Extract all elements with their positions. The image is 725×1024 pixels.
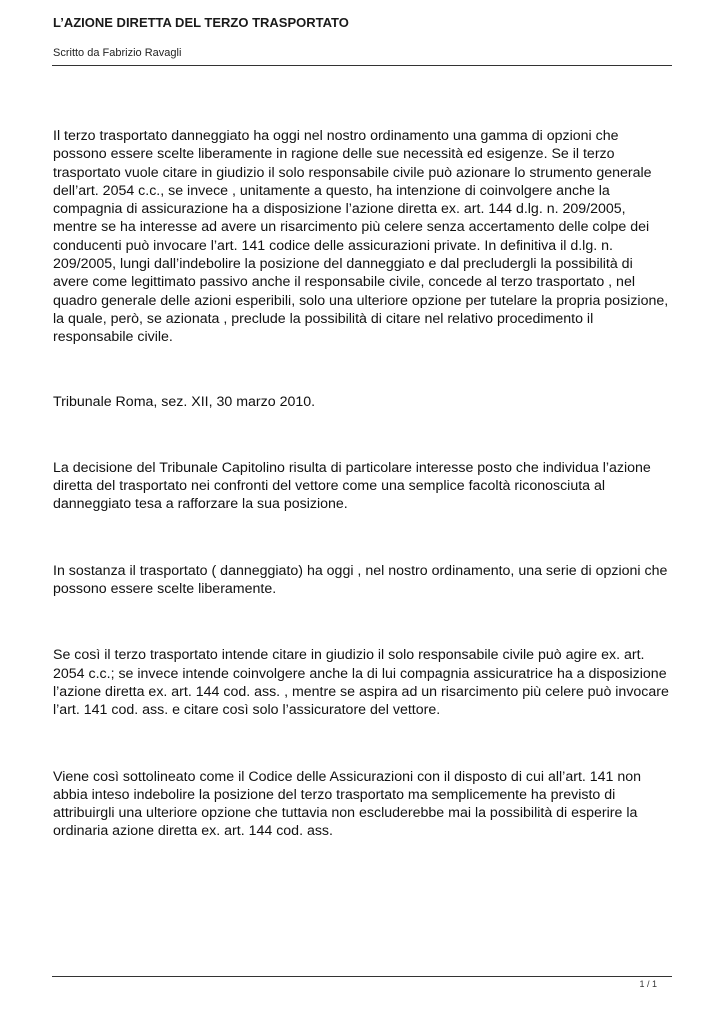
page-number: 1 / 1 xyxy=(639,979,657,989)
body-paragraph-1: Il terzo trasportato danneggiato ha oggi nel nostro ordinamento una gamma di opzioni che possono essere scelte liberamente in ragione delle sue necessità ed esigenze. Se il terzo trasportato vuole citare in giudizio il solo responsabile civile può azionare lo strumento generale dell’art. 2054 c.c., se invece , unitamente a questo, ha intenzione di coinvolgere anche la compagnia di assicurazione ha a disposizione l’azione diretta ex. art. 144 d.lg. n. 209/2005, mentre se ha interesse ad avere un risarcimento più celere senza accertamento delle colpe dei conducenti può invocare l’art. 141 codice delle assicurazioni private. In definitiva il d.lg. n. 209/2005, lungi dall’indebolire la posizione del danneggiato e dal precludergli la possibilità di avere come legittimato passivo anche il responsabile civile, concede al terzo trasportato , nel quadro generale delle azioni esperibili, solo una ulteriore opzione per tutelare la propria posizione, la quale, però, se azionata , preclude la possibilità di citare nel relativo procedimento il responsabile civile. xyxy=(53,128,669,346)
body-paragraph-4: In sostanza il trasportato ( danneggiato) ha oggi , nel nostro ordinamento, una serie di opzioni che possono essere scelte liberamente. xyxy=(53,562,668,598)
document-body xyxy=(53,127,671,841)
body-paragraph-5: Se così il terzo trasportato intende citare in giudizio il solo responsabile civile può agire ex. art. 2054 c.c.; se invece intende coinvolgere anche la di lui compagnia assicuratrice ha a disposizione l’azione diretta ex. art. 144 cod. ass. , mentre se aspira ad un risarcimento più celere può invocare l’art. 141 cod. ass. e citare così solo l’assicuratore del vettore. xyxy=(53,647,669,719)
document-author: Scritto da Fabrizio Ravagli xyxy=(53,47,182,59)
header-divider xyxy=(52,65,672,66)
body-paragraph-6: Viene così sottolineato come il Codice delle Assicurazioni con il disposto di cui all’art. 141 non abbia inteso indebolire la posizione del terzo trasportato ma semplicemente ha previsto di attribuirgli una ulteriore opzione che tuttavia non escluderebbe mai la possibilità di esperire la ordinaria azione diretta ex. art. 144 cod. ass. xyxy=(53,768,642,840)
body-paragraph-2: Tribunale Roma, sez. XII, 30 marzo 2010. xyxy=(53,393,316,410)
document-title: L’AZIONE DIRETTA DEL TERZO TRASPORTATO xyxy=(53,15,349,30)
document-header xyxy=(53,14,672,60)
footer-divider xyxy=(52,976,672,977)
body-paragraph-3: La decisione del Tribunale Capitolino risulta di particolare interesse posto che individua l’azione diretta del trasportato nei confronti del vettore come una semplice facoltà riconosciuta al danneggiato tesa a rafforzare la sua posizione. xyxy=(53,459,651,513)
